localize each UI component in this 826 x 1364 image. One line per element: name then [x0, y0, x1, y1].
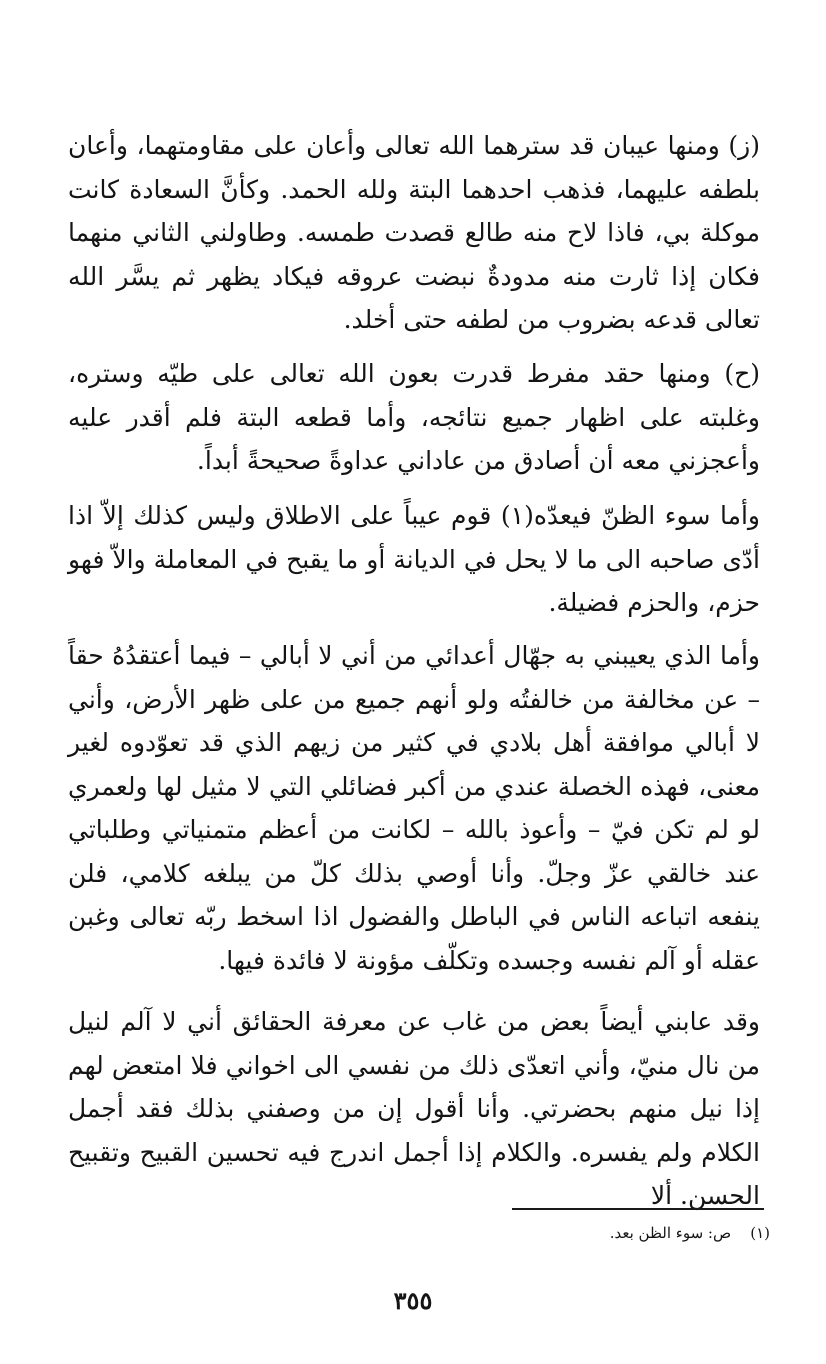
paragraph-text: (ز) ومنها عيبان قد سترهما الله تعالى وأعان على مقاومتهما، وأعان بلطفه عليهما، فذهب احدهما البتة ولله الحمد. وكأنَّ السعادة كانت موكلة بي، فاذا لاح منه طالع قصدت طمسه. وطاولني الثاني منهما فكان إذا ثارت منه مدودةٌ نبضت عروقه فيكاد يظهر ثم يسَّر الله تعالى قدعه بضروب من لطفه حتى أخلد. [68, 131, 760, 334]
footnote-divider [512, 1208, 764, 1210]
footnote [370, 1222, 770, 1244]
paragraph-ha [68, 352, 760, 483]
paragraph-text: (ح) ومنها حقد مفرط قدرت بعون الله تعالى على طيّه وستره، وغلبته على اظهار جميع نتائجه، وأما قطعه البتة فلم أقدر عليه وأعجزني معه أن أصادق من عاداني عداوةً صحيحةً أبداً. [68, 359, 760, 475]
paragraph-suspicion [68, 494, 760, 625]
page-number: ٣٥٥ [393, 1286, 433, 1315]
paragraph-enemies [68, 634, 760, 982]
paragraph-zay [68, 124, 760, 342]
footnote-marker: (١) [750, 1224, 770, 1242]
paragraph-text: وأما الذي يعيبني به جهّال أعدائي من أني لا أبالي – فيما أعتقدُهُ حقاً – عن مخالفة من خالفتُه ولو أنهم جميع من على ظهر الأرض، وأني لا أبالي موافقة أهل بلادي في كثير من زيهم الذي قد تعوّدوه لغير معنى، فهذه الخصلة عندي من أكبر فضائلي التي لا مثيل لها ولعمري لو لم تكن فيّ – وأعوذ بالله – لكانت من أعظم متمنياتي وطلباتي عند خالقي عزّ وجلّ. وأنا أوصي بذلك كلّ من يبلغه كلامي، فلن ينفعه اتباعه الناس في الباطل والفضول اذا اسخط ربّه تعالى وغبن عقله أو آلم نفسه وجسده وتكلّف مؤونة لا فائدة فيها. [68, 641, 760, 975]
paragraph-reproach [68, 1000, 760, 1218]
footnote-text: ص: سوء الظن بعد. [609, 1224, 732, 1242]
paragraph-text: وأما سوء الظنّ فيعدّه(١) قوم عيباً على الاطلاق وليس كذلك إلاّ اذا أدّى صاحبه الى ما لا يحل في الديانة أو ما يقبح في المعاملة والاّ فهو حزم، والحزم فضيلة. [68, 501, 760, 617]
paragraph-text: وقد عابني أيضاً بعض من غاب عن معرفة الحقائق أني لا آلم لنيل من نال منيّ، وأني اتعدّى ذلك من نفسي الى اخواني فلا امتعض لهم إذا نيل منهم بحضرتي. وأنا أقول إن من وصفني بذلك فقد أجمل الكلام ولم يفسره. والكلام إذا أجمل اندرج فيه تحسين القبيح وتقبيح الحسن. ألا [68, 1007, 760, 1210]
